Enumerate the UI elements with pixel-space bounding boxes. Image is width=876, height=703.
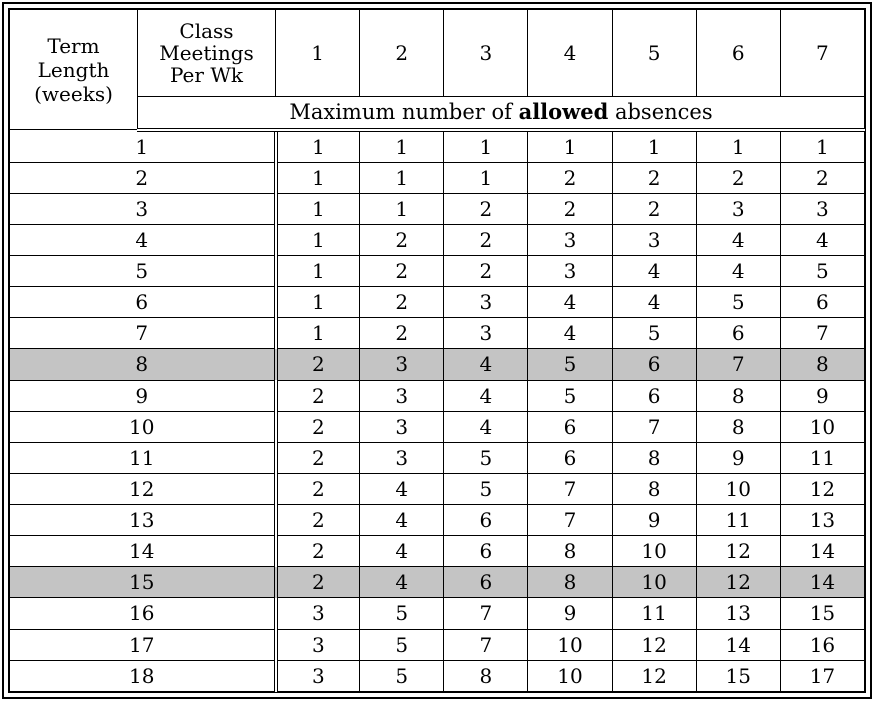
absence-cell-7: 12 [780, 473, 864, 504]
term-length-cell: 15 [10, 567, 276, 598]
term-length-cell: 5 [10, 256, 276, 287]
absence-cell-4: 4 [528, 318, 612, 349]
meetings-header-2: 2 [360, 10, 444, 97]
class-meetings-header [138, 10, 276, 97]
absence-cell-2: 3 [360, 411, 444, 442]
absence-cell-6: 8 [696, 411, 780, 442]
table-row [10, 318, 865, 349]
absence-cell-1: 1 [276, 224, 360, 255]
table-row [10, 162, 865, 193]
absence-cell-7: 5 [780, 256, 864, 287]
absence-cell-1: 3 [276, 629, 360, 660]
term-length-cell: 14 [10, 536, 276, 567]
absence-cell-3: 6 [444, 536, 528, 567]
class-meetings-header-line3: Per Wk [170, 63, 243, 88]
absence-cell-2: 3 [360, 442, 444, 473]
absence-cell-4: 10 [528, 629, 612, 660]
absence-cell-4: 4 [528, 287, 612, 318]
term-length-cell: 10 [10, 411, 276, 442]
absence-cell-2: 1 [360, 130, 444, 163]
absence-cell-7: 1 [780, 130, 864, 163]
table-row [10, 193, 865, 224]
meetings-header-4: 4 [528, 10, 612, 97]
term-length-header-line1: Term [47, 33, 100, 58]
absence-cell-6: 8 [696, 380, 780, 411]
absence-cell-3: 5 [444, 473, 528, 504]
absence-cell-4: 5 [528, 349, 612, 380]
absence-cell-3: 3 [444, 287, 528, 318]
absence-cell-3: 5 [444, 442, 528, 473]
absence-cell-5: 1 [612, 130, 696, 163]
absence-cell-2: 2 [360, 318, 444, 349]
absence-cell-6: 6 [696, 318, 780, 349]
term-length-header-line2: Length [37, 57, 110, 82]
table-row [10, 411, 865, 442]
absence-cell-7: 14 [780, 536, 864, 567]
term-length-cell: 12 [10, 473, 276, 504]
absence-cell-6: 11 [696, 505, 780, 536]
absence-cell-5: 11 [612, 598, 696, 629]
absence-cell-4: 2 [528, 162, 612, 193]
table-row [10, 224, 865, 255]
meetings-header-5: 5 [612, 10, 696, 97]
absence-cell-2: 4 [360, 567, 444, 598]
table-row [10, 380, 865, 411]
absence-cell-1: 2 [276, 349, 360, 380]
meetings-header-7: 7 [780, 10, 864, 97]
absence-cell-3: 1 [444, 130, 528, 163]
table-row [10, 505, 865, 536]
term-length-cell: 8 [10, 349, 276, 380]
table-row [10, 567, 865, 598]
absence-cell-4: 8 [528, 567, 612, 598]
absence-cell-1: 1 [276, 193, 360, 224]
term-length-cell: 13 [10, 505, 276, 536]
absence-cell-1: 2 [276, 380, 360, 411]
absence-cell-3: 4 [444, 380, 528, 411]
table-row [10, 660, 865, 691]
absence-cell-3: 1 [444, 162, 528, 193]
table-row [10, 256, 865, 287]
absence-cell-2: 2 [360, 256, 444, 287]
absence-cell-3: 3 [444, 318, 528, 349]
absence-cell-1: 1 [276, 287, 360, 318]
class-meetings-header-line2: Meetings [159, 41, 254, 66]
absence-cell-4: 3 [528, 224, 612, 255]
absence-cell-5: 12 [612, 660, 696, 691]
absence-cell-4: 7 [528, 505, 612, 536]
subtitle-prefix: Maximum number of [289, 100, 519, 125]
absence-cell-3: 6 [444, 567, 528, 598]
absence-cell-6: 14 [696, 629, 780, 660]
absence-cell-5: 6 [612, 349, 696, 380]
absence-cell-7: 10 [780, 411, 864, 442]
absence-cell-1: 2 [276, 411, 360, 442]
absence-cell-1: 2 [276, 567, 360, 598]
absence-cell-1: 3 [276, 660, 360, 691]
absence-cell-2: 1 [360, 162, 444, 193]
absence-cell-5: 5 [612, 318, 696, 349]
term-length-cell: 17 [10, 629, 276, 660]
term-length-cell: 3 [10, 193, 276, 224]
term-length-cell: 18 [10, 660, 276, 691]
absence-cell-6: 12 [696, 567, 780, 598]
absence-cell-5: 6 [612, 380, 696, 411]
absence-cell-6: 4 [696, 256, 780, 287]
table-row [10, 629, 865, 660]
absence-cell-6: 10 [696, 473, 780, 504]
term-length-cell: 1 [10, 130, 276, 163]
absence-cell-3: 7 [444, 598, 528, 629]
class-meetings-header-line1: Class [179, 19, 234, 44]
absence-cell-2: 5 [360, 660, 444, 691]
absence-cell-7: 7 [780, 318, 864, 349]
absence-cell-2: 4 [360, 536, 444, 567]
absence-cell-7: 13 [780, 505, 864, 536]
absence-cell-6: 9 [696, 442, 780, 473]
absence-cell-2: 2 [360, 224, 444, 255]
absence-cell-4: 10 [528, 660, 612, 691]
absence-cell-2: 3 [360, 380, 444, 411]
absence-cell-5: 9 [612, 505, 696, 536]
absence-cell-2: 5 [360, 598, 444, 629]
subtitle-row [10, 97, 865, 130]
absence-cell-6: 12 [696, 536, 780, 567]
absence-cell-4: 6 [528, 442, 612, 473]
absence-cell-2: 1 [360, 193, 444, 224]
absence-cell-3: 2 [444, 256, 528, 287]
absence-cell-3: 4 [444, 349, 528, 380]
absence-cell-3: 8 [444, 660, 528, 691]
table-row [10, 130, 865, 163]
table-row [10, 598, 865, 629]
absence-cell-5: 10 [612, 536, 696, 567]
absence-cell-1: 2 [276, 473, 360, 504]
meetings-header-3: 3 [444, 10, 528, 97]
absence-cell-6: 3 [696, 193, 780, 224]
absence-cell-5: 12 [612, 629, 696, 660]
absence-cell-1: 2 [276, 536, 360, 567]
meetings-header-6: 6 [696, 10, 780, 97]
absence-cell-2: 3 [360, 349, 444, 380]
table-row [10, 536, 865, 567]
table-frame-inner [8, 8, 866, 693]
term-length-cell: 4 [10, 224, 276, 255]
absence-table [9, 9, 865, 692]
absence-cell-7: 15 [780, 598, 864, 629]
absence-cell-7: 16 [780, 629, 864, 660]
absence-cell-4: 1 [528, 130, 612, 163]
term-length-cell: 7 [10, 318, 276, 349]
absence-cell-5: 8 [612, 442, 696, 473]
absence-cell-1: 2 [276, 505, 360, 536]
absence-cell-2: 5 [360, 629, 444, 660]
absence-cell-6: 1 [696, 130, 780, 163]
absence-cell-1: 2 [276, 442, 360, 473]
absence-cell-2: 2 [360, 287, 444, 318]
absence-cell-7: 14 [780, 567, 864, 598]
absence-cell-6: 5 [696, 287, 780, 318]
term-length-cell: 6 [10, 287, 276, 318]
absence-cell-4: 5 [528, 380, 612, 411]
absence-cell-6: 2 [696, 162, 780, 193]
table-row [10, 473, 865, 504]
absence-cell-2: 4 [360, 473, 444, 504]
absence-cell-3: 6 [444, 505, 528, 536]
absence-cell-5: 4 [612, 287, 696, 318]
absence-cell-5: 3 [612, 224, 696, 255]
term-length-cell: 16 [10, 598, 276, 629]
absence-cell-5: 10 [612, 567, 696, 598]
absence-cell-3: 2 [444, 224, 528, 255]
term-length-header-line3: (weeks) [34, 81, 113, 106]
subtitle-suffix: absences [608, 100, 713, 125]
subtitle-bold-word: allowed [518, 99, 609, 125]
term-length-cell: 11 [10, 442, 276, 473]
absence-cell-5: 4 [612, 256, 696, 287]
absence-cell-7: 3 [780, 193, 864, 224]
absence-cell-5: 2 [612, 193, 696, 224]
absence-cell-7: 6 [780, 287, 864, 318]
absence-cell-6: 4 [696, 224, 780, 255]
absence-cell-4: 6 [528, 411, 612, 442]
absence-cell-1: 1 [276, 162, 360, 193]
absence-cell-3: 4 [444, 411, 528, 442]
absence-cell-7: 17 [780, 660, 864, 691]
absence-cell-4: 8 [528, 536, 612, 567]
absence-cell-5: 8 [612, 473, 696, 504]
absence-cell-6: 13 [696, 598, 780, 629]
absence-cell-7: 8 [780, 349, 864, 380]
max-absences-subtitle [138, 97, 865, 130]
absence-cell-6: 15 [696, 660, 780, 691]
absence-cell-7: 4 [780, 224, 864, 255]
header-row [10, 10, 865, 97]
absence-cell-1: 1 [276, 256, 360, 287]
absence-cell-4: 7 [528, 473, 612, 504]
table-row [10, 349, 865, 380]
table-row [10, 287, 865, 318]
term-length-cell: 2 [10, 162, 276, 193]
table-frame [2, 2, 872, 699]
absence-cell-4: 3 [528, 256, 612, 287]
absence-cell-7: 2 [780, 162, 864, 193]
term-length-header [10, 10, 138, 130]
term-length-cell: 9 [10, 380, 276, 411]
absence-cell-7: 9 [780, 380, 864, 411]
absence-cell-2: 4 [360, 505, 444, 536]
absence-cell-4: 2 [528, 193, 612, 224]
table-row [10, 442, 865, 473]
absence-cell-6: 7 [696, 349, 780, 380]
absence-cell-4: 9 [528, 598, 612, 629]
absence-cell-5: 7 [612, 411, 696, 442]
absence-cell-7: 11 [780, 442, 864, 473]
absence-cell-3: 2 [444, 193, 528, 224]
absence-cell-1: 1 [276, 130, 360, 163]
absence-cell-5: 2 [612, 162, 696, 193]
absence-cell-1: 1 [276, 318, 360, 349]
absence-cell-1: 3 [276, 598, 360, 629]
meetings-header-1: 1 [276, 10, 360, 97]
absence-cell-3: 7 [444, 629, 528, 660]
